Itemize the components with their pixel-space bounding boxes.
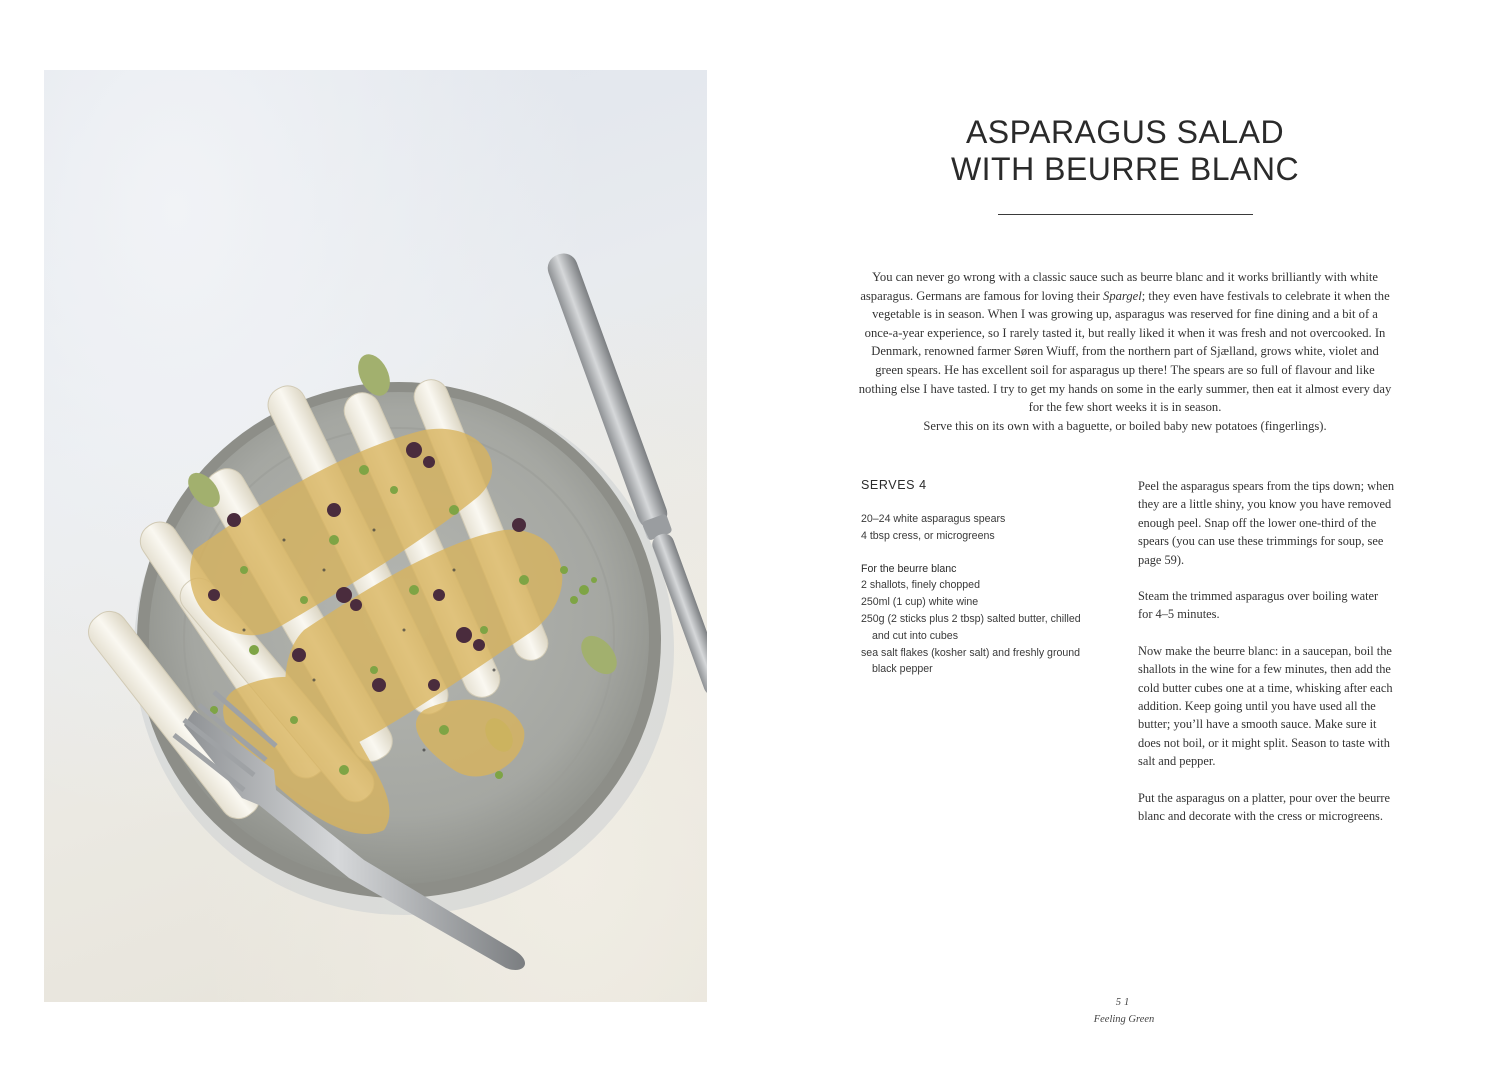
recipe-photo [44,70,707,1002]
ingredients-list [861,511,1101,678]
ingredient-item: 2 shallots, finely chopped [861,579,980,592]
recipe-intro [858,268,1392,435]
title-divider [998,214,1253,215]
sauce-ingredients [861,577,1101,678]
ingredients-subheading: For the beurre blanc [861,562,957,575]
method-step: Put the asparagus on a platter, pour over the beurre blanc and decorate with the cress or microgreens. [1138,790,1391,824]
ingredient-item: 4 tbsp cress, or microgreens [861,529,995,542]
method-step: Steam the trimmed asparagus over boiling water for 4–5 minutes. [1138,589,1379,622]
title-line-1: ASPARAGUS SALAD [965,114,1285,150]
ingredient-item: 250ml (1 cup) white wine [861,596,979,609]
plate-illustration [44,70,707,1002]
serves-heading: SERVES 4 [861,478,927,492]
ingredient-item: 250g (2 sticks plus 2 tbsp) salted butter, chilled and cut into cubes [861,612,1081,642]
ingredient-item: 20–24 white asparagus spears [861,513,1006,525]
intro-paragraph [858,268,1392,417]
title-line-2: WITH BEURRE BLANC [950,151,1300,187]
intro-italic-word: Spargel [1103,288,1142,303]
page-footer [1024,995,1224,1029]
main-ingredients [861,511,1101,545]
method-step: Peel the asparagus spears from the tips down; when they are a little shiny, you know you have removed enough peel. Snap off the lower one-third of the spears (you can use these trimmings for soup, see page 59). [1138,479,1395,567]
chapter-name: Feeling Green [1093,1014,1155,1025]
method-steps [1138,477,1394,844]
method-step: Now make the beurre blanc: in a saucepan, boil the shallots in the wine for a few minutes, then add the cold butter cubes one at a time, whisking after each addition. Keep going until you have used all the butter; you’ll have a smooth sauce. Make sure it does not boil, or it might split. Season to taste with salt and pepper. [1138,643,1393,769]
intro-text-2: ; they even have festivals to celebrate it when the vegetable is in season. When I was growing up, asparagus was reserved for fine dining and a bit of a once-a-year experience, so I rarely tasted it, but really liked it when it was fresh and not overcooked. In Denmark, renowned farmer Søren Wiuff, from the northern part of Sjælland, grows white, violet and green spears. He has excellent soil for asparagus up there! The spears are so full of flavour and like nothing else I have tasted. I try to get my hands on some in the early summer, then eat it almost every day for the few short weeks it is in season. [858,288,1392,415]
ingredient-item: sea salt flakes (kosher salt) and freshly ground black pepper [861,646,1081,676]
intro-text-1: You can never go wrong with a classic sauce such as beurre blanc and it works brilliantly with white asparagus. Germans are famous for loving their [860,270,1378,303]
page-number: 51 [1115,997,1133,1008]
recipe-title [900,114,1350,188]
intro-serving-suggestion: Serve this on its own with a baguette, or boiled baby new potatoes (fingerlings). [923,418,1327,433]
